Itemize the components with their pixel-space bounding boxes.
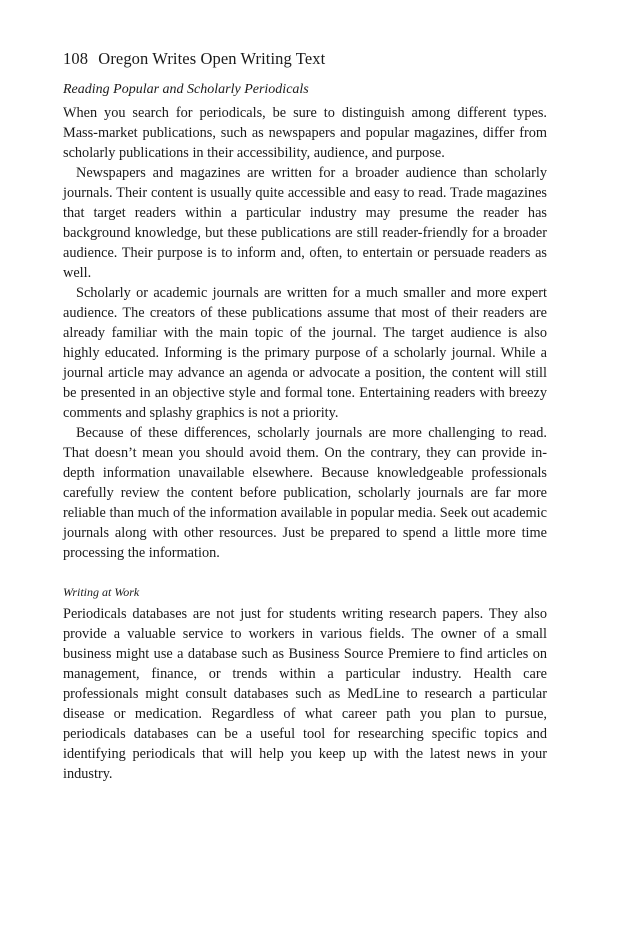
paragraph: Periodicals databases are not just for students writing research papers. They also provide a valuable service to workers in various fields. The owner of a small business might use a database such as Business Source Premiere to find articles on management, finance, or trends within a particular industry. Health care professionals might consult databases such as MedLine to research a particular disease or medication. Regardless of what career path you plan to pursue, periodicals databases can be a useful tool for researching specific topics and identifying periodicals that will help you keep up with the latest news in your industry. bbox=[63, 606, 547, 782]
paragraph: Scholarly or academic journals are written for a much smaller and more expert audience. The creators of these publications assume that most of their readers are already familiar with the main topic of the journal. The target audience is also highly educated. Informing is the primary purpose of a scholarly journal. While a journal article may advance an agenda or advocate a position, the content will still be presented in an objective style and formal tone. Entertaining readers with breezy comments and splashy graphics is not a priority. bbox=[63, 285, 547, 421]
writing-at-work-box bbox=[63, 583, 547, 784]
section-reading-periodicals bbox=[63, 80, 547, 563]
page-number: 108 bbox=[63, 49, 89, 68]
page bbox=[63, 48, 547, 784]
box-body bbox=[63, 604, 547, 784]
box-heading: Writing at Work bbox=[63, 585, 140, 599]
paragraph: Because of these differences, scholarly journals are more challenging to read. That doesn’t mean you should avoid them. On the contrary, they can provide in-depth information unavailable elsewhere. Because knowledgeable professionals carefully review the content before publication, scholarly journals are far more reliable than much of the information available in popular media. Seek out academic journals along with other resources. Just be prepared to spend a little more time processing the information. bbox=[63, 425, 547, 561]
paragraph: Newspapers and magazines are written for a broader audience than scholarly journals. Their content is usually quite accessible and easy to read. Trade magazines that target readers within a particular industry may presume the reader has background knowledge, but these publications are still reader-friendly for a broader audience. Their purpose is to inform and, often, to entertain or persuade readers as well. bbox=[63, 165, 547, 281]
section-body bbox=[63, 103, 547, 563]
running-head bbox=[63, 48, 547, 70]
section-heading: Reading Popular and Scholarly Periodicals bbox=[63, 82, 309, 97]
paragraph: When you search for periodicals, be sure to distinguish among different types. Mass-market publications, such as newspapers and popular magazines, differ from scholarly publications in their accessibility, audience, and purpose. bbox=[63, 105, 547, 161]
book-title: Oregon Writes Open Writing Text bbox=[98, 49, 326, 68]
